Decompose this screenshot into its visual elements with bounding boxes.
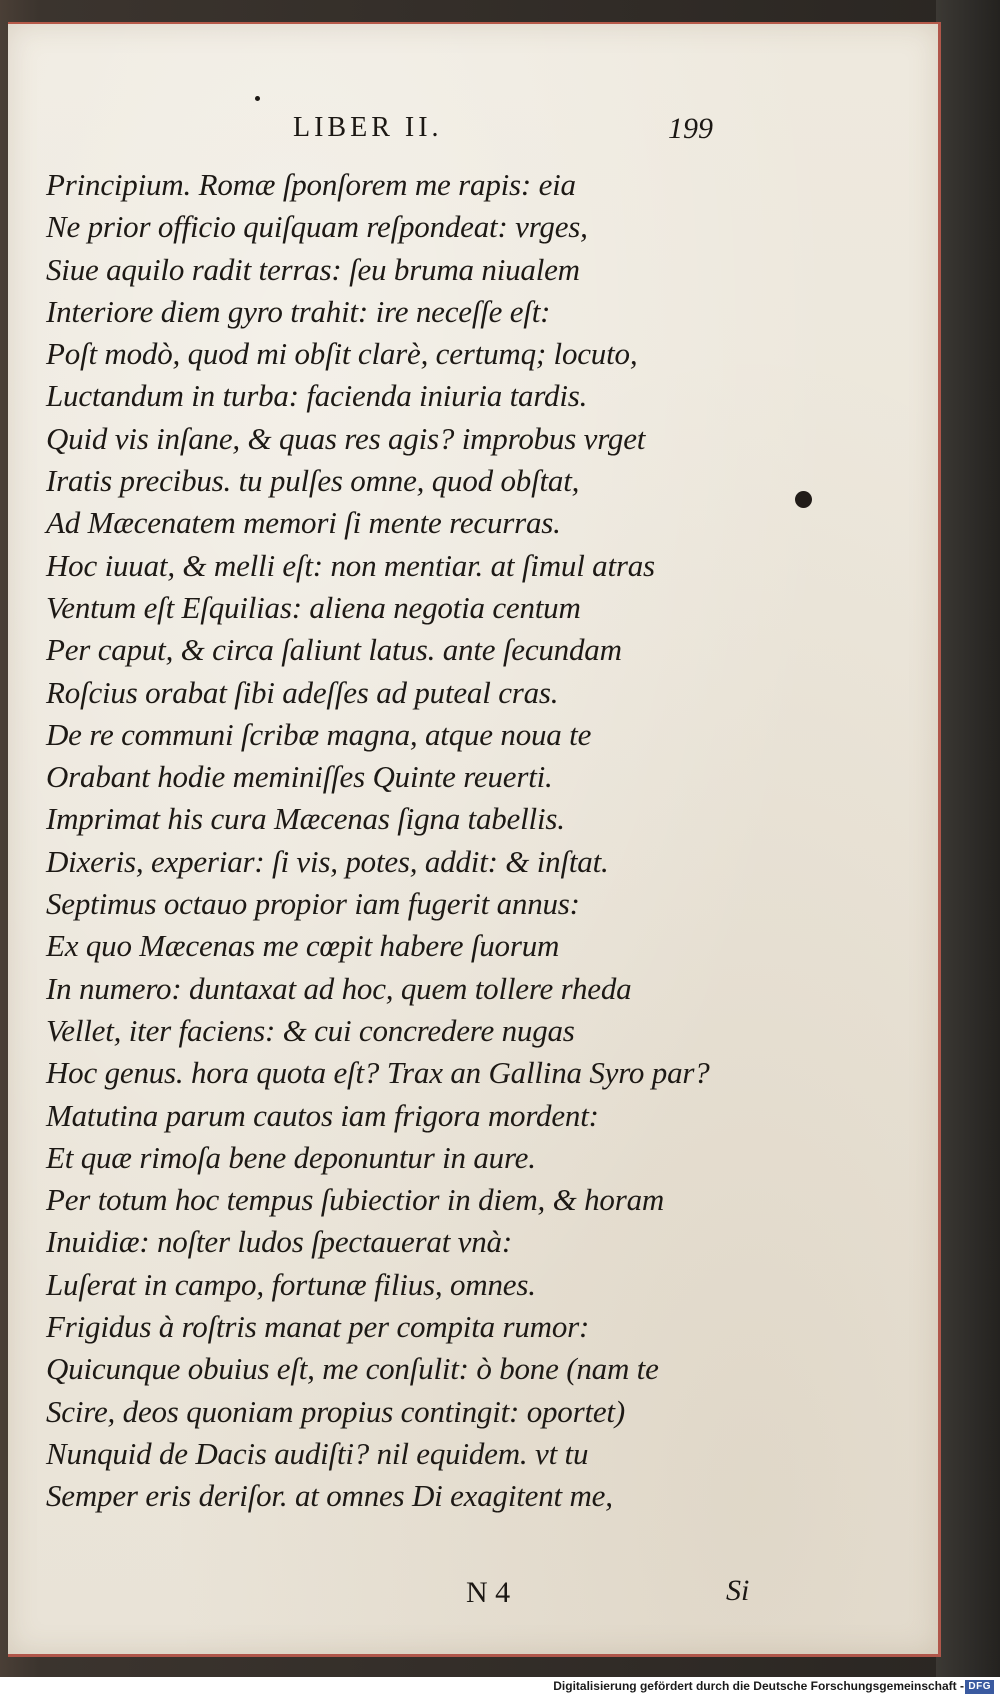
verse-line: Principium. Romæ ſponſorem me rapis: eia [46,167,576,202]
verse-line: Ne prior officio quiſquam reſpondeat: vrges, [46,209,588,245]
verse-line: Hoc iuuat, & melli eſt: non mentiar. at ſimul atras [46,547,655,583]
verse-line: Luctandum in turba: facienda iniuria tardis. [46,378,588,414]
verse-line: Siue aquilo radit terras: ſeu bruma niualem [46,251,580,287]
verse-line: Inuidiæ: noſter ludos ſpectauerat vnà: [46,1224,512,1260]
verse-line: Quid vis inſane, & quas res agis? improbus vrget [46,420,646,456]
scan-margin-strip [936,0,1000,1697]
verse-line: Interiore diem gyro trahit: ire neceſſe eſt: [46,293,551,329]
verse-line: Vellet, iter faciens: & cui concredere nugas [46,1012,575,1048]
verse-line: Nunquid de Dacis audiſti? nil equidem. vt tu [46,1435,589,1471]
verse-line: Frigidus à roſtris manat per compita rumor: [46,1309,590,1345]
signature-mark: N 4 [466,1576,511,1609]
verse-line: Imprimat his cura Mæcenas ſigna tabellis. [46,801,565,837]
verse-line: Semper eris deriſor. at omnes Di exagitent me, [46,1478,613,1514]
verse-line: Ventum eſt Eſquilias: aliena negotia centum [46,589,581,625]
verse-line: Hoc genus. hora quota eſt? Trax an Gallina Syro par? [46,1055,710,1091]
verse-line: Orabant hodie meminiſſes Quinte reuerti. [46,759,553,795]
ink-blot [795,491,812,508]
verse-line: Ex quo Mæcenas me cœpit habere ſuorum [46,928,560,964]
verse-line: Matutina parum cautos iam frigora mordent: [46,1097,599,1133]
verse-line: De re communi ſcribæ magna, atque noua te [46,716,592,752]
verse-line: In numero: duntaxat ad hoc, quem tollere rheda [46,970,632,1006]
funding-credit: Digitalisierung gefördert durch die Deutsche Forschungsgemeinschaft - [553,1679,964,1693]
header-dot [255,96,260,101]
footer-bar [0,1677,1000,1697]
verse-line: Per caput, & circa ſaliunt latus. ante ſecundam [46,632,622,668]
verse-line: Scire, deos quoniam propius contingit: oportet) [46,1393,625,1429]
catchword: Si [726,1574,750,1607]
page-number: 199 [668,112,713,145]
dfg-logo: DFG [965,1680,994,1694]
verse-line: Roſcius orabat ſibi adeſſes ad puteal cras. [46,674,559,710]
verse-line: Ad Mæcenatem memori ſi mente recurras. [46,505,561,541]
verse-line: Luſerat in campo, fortunæ filius, omnes. [46,1266,536,1302]
verse-line: Per totum hoc tempus ſubiectior in diem, & horam [46,1182,665,1218]
verse-line: Et quæ rimoſa bene deponuntur in aure. [46,1139,536,1175]
verse-line: Dixeris, experiar: ſi vis, potes, addit: & inſtat. [46,843,609,879]
verse-line: Quicunque obuius eſt, me conſulit: ò bone (nam te [46,1351,659,1387]
verse-line: Septimus octauo propior iam fugerit annus: [46,886,580,922]
book-page [8,22,941,1657]
verse-line: Iratis precibus. tu pulſes omne, quod obſtat, [46,463,580,499]
running-title: LIBER II. [293,112,443,143]
verse-text-block [46,164,710,1518]
verse-line: Poſt modò, quod mi obſit clarè, certumq; locuto, [46,336,638,372]
